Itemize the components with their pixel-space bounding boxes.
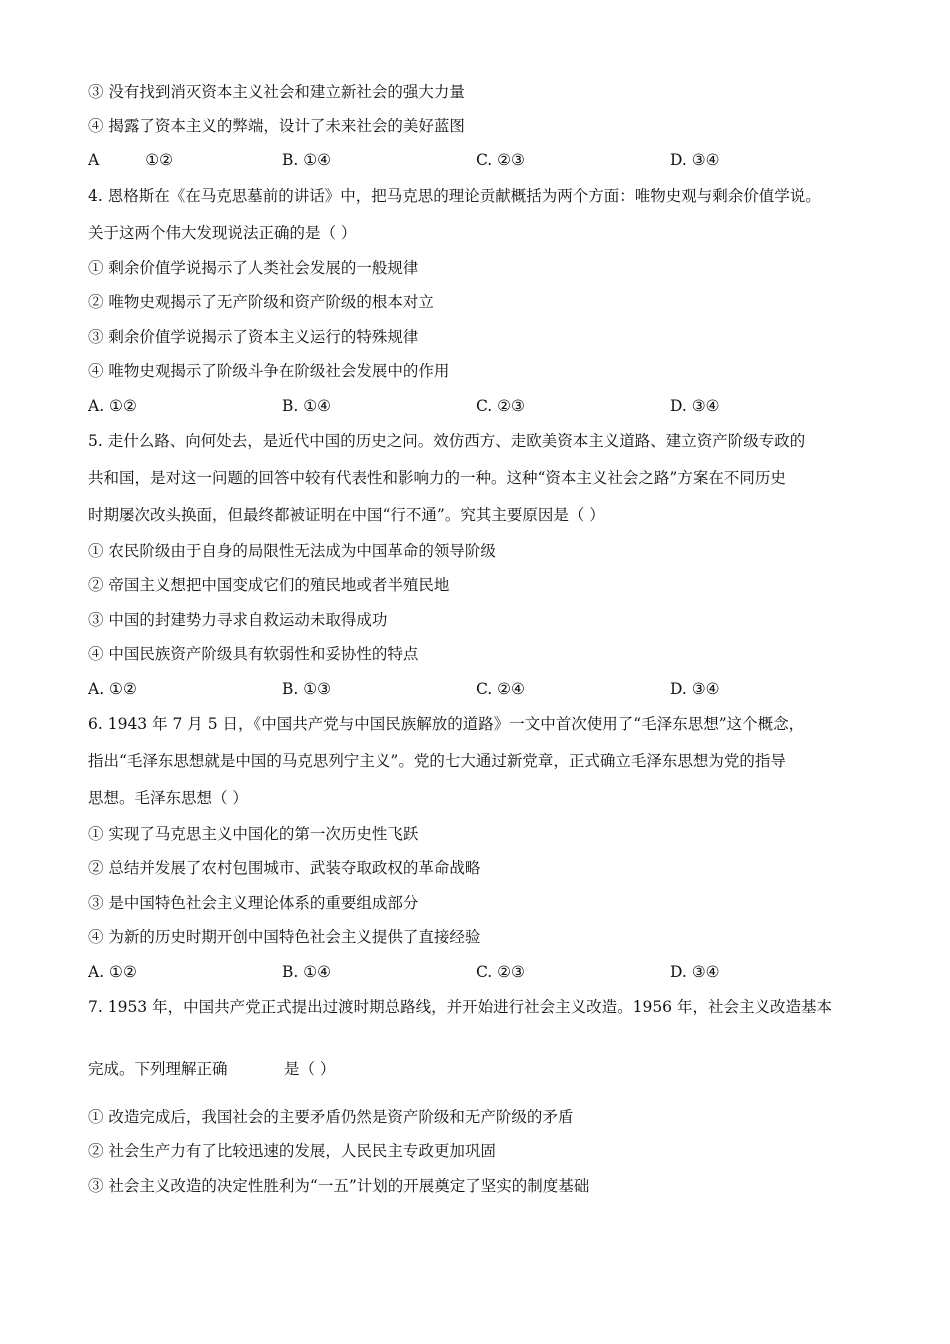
q5-option-d[interactable]: D. ③④ [670, 680, 720, 698]
q7-stem-line-2: 完成。下列理解正确 [88, 1060, 228, 1078]
q6-stem-line-3: 思想。毛泽东思想（ ） [88, 789, 248, 807]
q7-stem-line-1: 7. 1953 年，中国共产党正式提出过渡时期总路线，并开始进行社会主义改造。1956 年，社会主义改造基本 [88, 998, 832, 1016]
q4-item-1: ① 剩余价值学说揭示了人类社会发展的一般规律 [88, 259, 419, 277]
q6-option-d[interactable]: D. ③④ [670, 963, 720, 981]
q6-item-4: ④ 为新的历史时期开创中国特色社会主义提供了直接经验 [88, 928, 481, 946]
q5-stem-line-2: 共和国，是对这一问题的回答中较有代表性和影响力的一种。这种“资本主义社会之路”方案在不同历史 [88, 469, 786, 487]
q4-item-4: ④ 唯物史观揭示了阶级斗争在阶级社会发展中的作用 [88, 362, 450, 380]
q6-option-b[interactable]: B. ①④ [282, 963, 332, 981]
q3-option-a-text: ①② [145, 151, 173, 169]
q3-option-a-letter: A [88, 151, 100, 169]
q5-stem-line-3: 时期屡次改头换面，但最终都被证明在中国“行不通”。究其主要原因是（ ） [88, 506, 605, 524]
q3-option-b[interactable]: B. ①④ [282, 151, 332, 169]
q4-item-3: ③ 剩余价值学说揭示了资本主义运行的特殊规律 [88, 328, 419, 346]
q6-option-c[interactable]: C. ②③ [476, 963, 525, 981]
q4-stem-line-1: 4. 恩格斯在《在马克思墓前的讲话》中，把马克思的理论贡献概括为两个方面：唯物史观与剩余价值学说。 [88, 187, 821, 205]
q6-item-2: ② 总结并发展了农村包围城市、武装夺取政权的革命战略 [88, 859, 481, 877]
q3-option-a[interactable] [88, 150, 173, 170]
q3-item-3: ③ 没有找到消灭资本主义社会和建立新社会的强大力量 [88, 83, 465, 101]
q5-item-2: ② 帝国主义想把中国变成它们的殖民地或者半殖民地 [88, 576, 450, 594]
q4-item-2: ② 唯物史观揭示了无产阶级和资产阶级的根本对立 [88, 293, 434, 311]
q4-stem-line-2: 关于这两个伟大发现说法正确的是（ ） [88, 224, 357, 242]
q4-option-c[interactable]: C. ②③ [476, 397, 525, 415]
q4-option-b[interactable]: B. ①④ [282, 397, 332, 415]
q6-item-1: ① 实现了马克思主义中国化的第一次历史性飞跃 [88, 825, 419, 843]
q7-item-3: ③ 社会主义改造的决定性胜利为“一五”计划的开展奠定了坚实的制度基础 [88, 1177, 590, 1195]
q7-item-1: ① 改造完成后，我国社会的主要矛盾仍然是资产阶级和无产阶级的矛盾 [88, 1108, 574, 1126]
q3-option-c[interactable]: C. ②③ [476, 151, 525, 169]
q5-item-1: ① 农民阶级由于自身的局限性无法成为中国革命的领导阶级 [88, 542, 496, 560]
q3-option-d[interactable]: D. ③④ [670, 151, 720, 169]
q5-option-b[interactable]: B. ①③ [282, 680, 332, 698]
q6-stem-line-1: 6. 1943 年 7 月 5 日，《中国共产党与中国民族解放的道路》一文中首次使用了“毛泽东思想”这个概念， [88, 715, 805, 733]
q5-stem-line-1: 5. 走什么路、向何处去，是近代中国的历史之问。效仿西方、走欧美资本主义道路、建立资产阶级专政的 [88, 432, 806, 450]
q5-options [88, 679, 848, 699]
q4-options [88, 396, 848, 416]
q3-item-4: ④ 揭露了资本主义的弊端，设计了未来社会的美好蓝图 [88, 117, 465, 135]
q5-item-3: ③ 中国的封建势力寻求自救运动未取得成功 [88, 611, 388, 629]
q4-option-a[interactable]: A. ①② [88, 397, 137, 415]
q6-options [88, 962, 848, 982]
q7-item-2: ② 社会生产力有了比较迅速的发展，人民民主专政更加巩固 [88, 1142, 496, 1160]
q7-stem-line-2-tail: 是（ ） [284, 1060, 336, 1078]
q6-item-3: ③ 是中国特色社会主义理论体系的重要组成部分 [88, 894, 419, 912]
q6-stem-line-2: 指出“毛泽东思想就是中国的马克思列宁主义”。党的七大通过新党章，正式确立毛泽东思想为党的指导 [88, 752, 786, 770]
q5-option-a[interactable]: A. ①② [88, 680, 137, 698]
q5-option-c[interactable]: C. ②④ [476, 680, 525, 698]
q6-option-a[interactable]: A. ①② [88, 963, 137, 981]
q5-item-4: ④ 中国民族资产阶级具有软弱性和妥协性的特点 [88, 645, 419, 663]
q3-options [88, 150, 848, 170]
q4-option-d[interactable]: D. ③④ [670, 397, 720, 415]
